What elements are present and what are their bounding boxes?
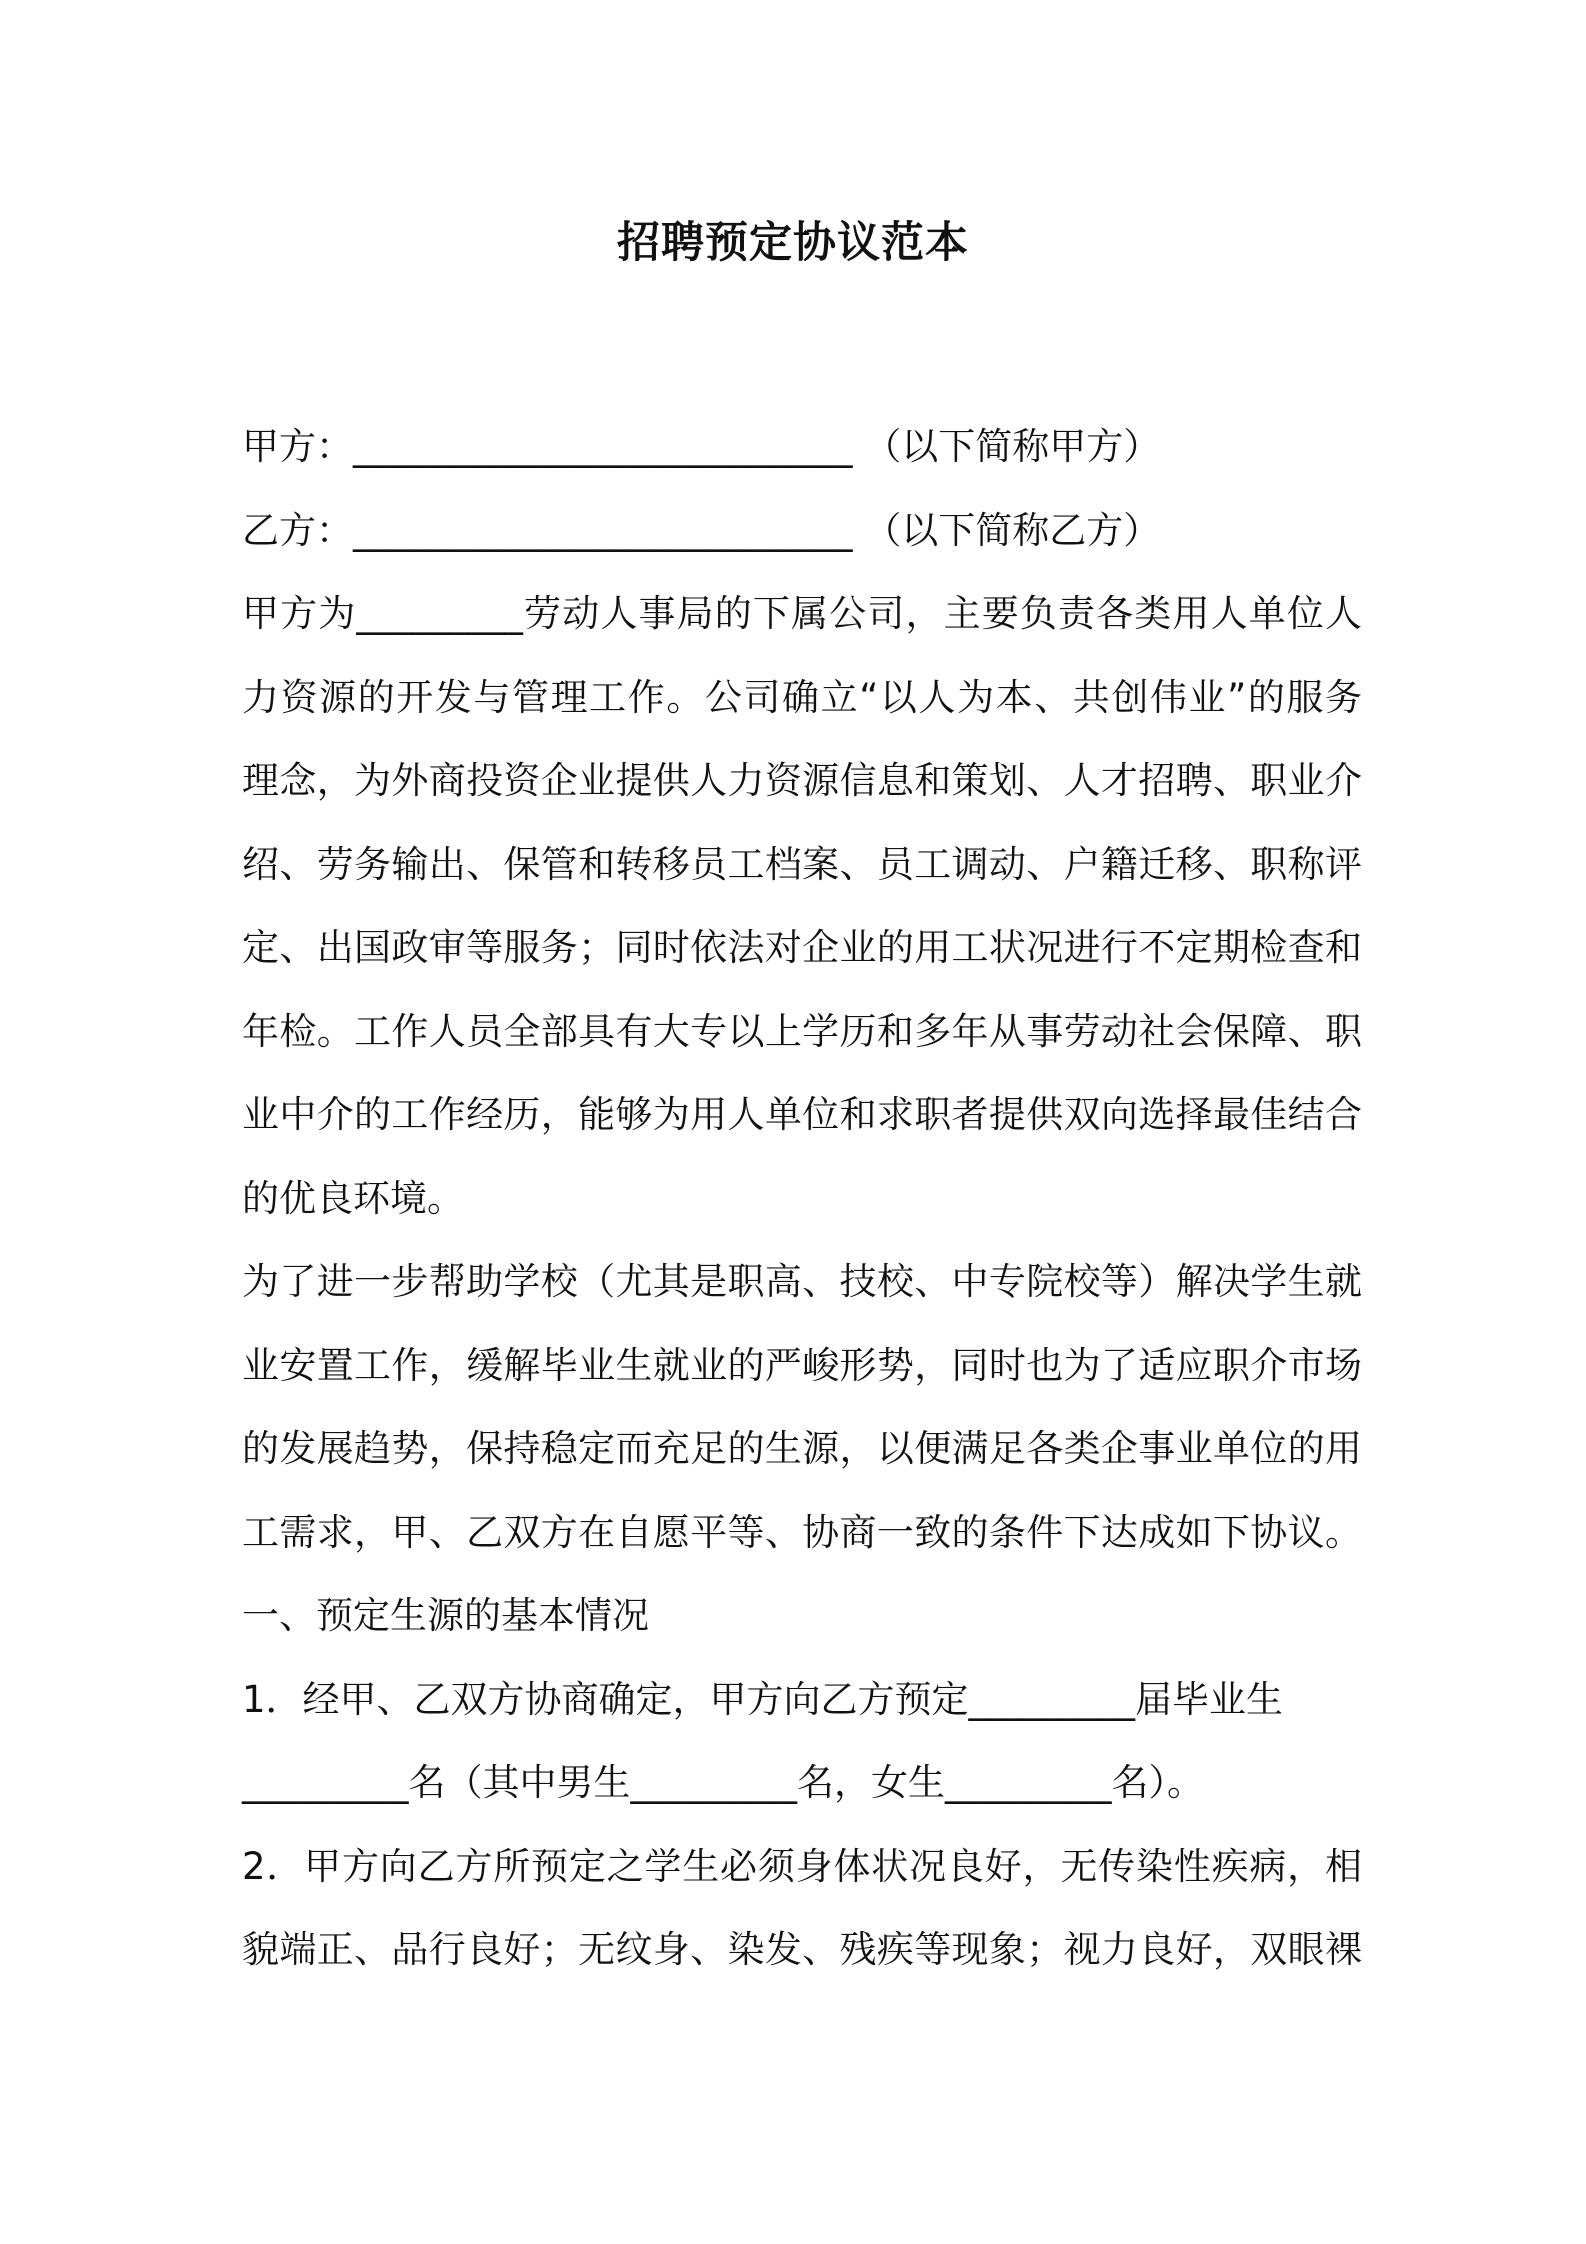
clause-line: 2．甲方向乙方所预定之学生必须身体状况良好，无传染性疾病，相 (242, 1844, 1362, 1888)
clause-line: _________名（其中男生_________名，女生_________名）。 (242, 1761, 1204, 1804)
section-heading: 一、预定生源的基本情况 (242, 1594, 649, 1637)
paragraph-line: 甲方为_________劳动人事局的下属公司，主要负责各类用人单位人 (242, 592, 1362, 635)
party-a-line: 甲方：___________________________ （以下简称甲方） (242, 425, 1161, 468)
document-body (242, 405, 1362, 1992)
paragraph-line: 理念，为外商投资企业提供人力资源信息和策划、人才招聘、职业介 (242, 759, 1362, 802)
paragraph-line: 年检。工作人员全部具有大专以上学历和多年从事劳动社会保障、职 (242, 1009, 1362, 1053)
paragraph-line: 绍、劳务输出、保管和转移员工档案、员工调动、户籍迁移、职称评 (242, 842, 1362, 886)
paragraph-line: 业中介的工作经历，能够为用人单位和求职者提供双向选择最佳结合 (242, 1093, 1362, 1136)
paragraph-line: 的优良环境。 (242, 1176, 464, 1220)
clause-line: 貌端正、品行良好；无纹身、染发、残疾等现象；视力良好，双眼裸 (242, 1928, 1362, 1971)
party-b-line: 乙方：___________________________ （以下简称乙方） (242, 508, 1161, 552)
paragraph-line: 为了进一步帮助学校（尤其是职高、技校、中专院校等）解决学生就 (242, 1260, 1362, 1303)
clause-line: 1．经甲、乙双方协商确定，甲方向乙方预定_________届毕业生 (242, 1677, 1284, 1721)
paragraph-line: 定、出国政审等服务；同时依法对企业的用工状况进行不定期检查和 (242, 926, 1362, 969)
document-title: 招聘预定协议范本 (617, 218, 969, 268)
paragraph-line: 的发展趋势，保持稳定而充足的生源，以便满足各类企事业单位的用 (242, 1427, 1362, 1470)
paragraph-line: 力资源的开发与管理工作。公司确立“以人为本、共创伟业”的服务 (242, 675, 1362, 719)
paragraph-line: 业安置工作，缓解毕业生就业的严峻形势，同时也为了适应职介市场 (242, 1343, 1362, 1387)
paragraph-line: 工需求，甲、乙双方在自愿平等、协商一致的条件下达成如下协议。 (242, 1510, 1362, 1554)
